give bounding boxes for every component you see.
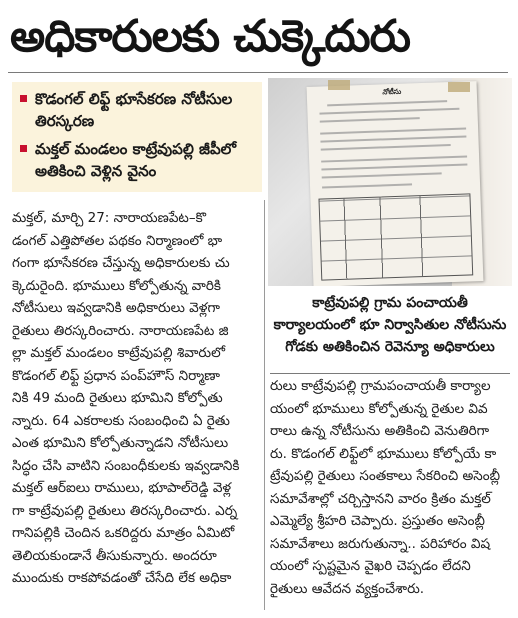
body-text-line: తెలియకుండానే తీసుకున్నారు. అందరూ — [12, 547, 217, 564]
notice-text-line — [319, 108, 459, 115]
notice-text-line — [322, 183, 412, 188]
notice-text-line — [327, 100, 447, 106]
tape — [328, 80, 350, 90]
notice-text-line — [321, 163, 467, 170]
body-text-line: సిద్ధం చేసి వాటిని సంబంధీకులకు ఇవ్వడానికి — [12, 457, 240, 474]
notice-text-line — [320, 135, 466, 142]
notice-text-line — [320, 117, 420, 122]
tape — [448, 82, 470, 92]
body-text-line: మక్తల్ ఆర్ఐలు రాములు, భూపాల్‌రెడ్డి వెళ్ల — [12, 480, 232, 496]
body-text-line: సమావేశాలు జరుగుతున్నా.. పరిహారం విష — [270, 535, 491, 552]
body-text-line: నికి 49 మంది రైతులు భూమిని కోల్పోతు — [12, 390, 223, 406]
body-text-line: రు. కొడంగల్ లిఫ్ట్‌లో భూములు కోల్పోయే కా — [270, 445, 497, 462]
body-text-line: న్నారు. 64 ఎకరాలకు సంబంధించి ఏ రైతు — [12, 412, 230, 429]
highlight-text: మక్తల్ మండలం కాట్రేవుపల్లి జీపీలో అతికించి వెళ్లిన వైనం — [35, 140, 237, 180]
body-column-right — [270, 375, 510, 600]
highlights-box — [12, 82, 262, 192]
notice-table — [318, 193, 473, 280]
body-column-left — [12, 207, 262, 590]
highlight-item — [18, 138, 256, 182]
body-text-line: కొడంగల్ లిఫ్ట్ ప్రధాన పంప్‌హౌస్ నిర్మాణా — [12, 367, 220, 384]
body-text-line: రైతులు తిరస్కరించారు. నారాయణపేట జి — [12, 322, 229, 339]
column-divider — [264, 200, 265, 610]
headline-rule — [8, 72, 508, 73]
photo-caption: కాట్రేవుపల్లి గ్రామ పంచాయతీ కార్యాలయంలో భూ నిర్వాసితుల నోటీసును గోడకు అతికించిన రెవెన్యూ అధికారులు — [273, 295, 507, 355]
caption-rule — [270, 373, 510, 374]
body-text-line: ముందుకు రాకపోవడంతో చేసేది లేక అధికా — [12, 570, 232, 586]
notice-text-line — [321, 155, 467, 162]
highlight-item — [18, 88, 256, 132]
body-text-line: యంలో భూములు కోల్పోతున్న రైతుల వివ — [270, 400, 488, 417]
notice-text-line — [322, 172, 442, 178]
notice-text-line — [320, 127, 466, 134]
body-text-line: రులు కాట్రేవుపల్లి గ్రామపంచాయతీ కార్యాల — [270, 378, 491, 394]
bullet-square-icon — [20, 95, 27, 102]
bullet-square-icon — [20, 145, 27, 152]
news-photo — [268, 78, 512, 286]
notice-text-line — [321, 144, 451, 151]
body-text-line: ల్లా మక్తల్ మండలం కాట్రేవుపల్లి శివారులో — [12, 345, 225, 361]
body-text-line: ఎంత భూమిని కోల్పోతున్నాడని నోటీసులు — [12, 435, 229, 451]
body-text-line: డంగల్ ఎత్తిపోతల పథకం నిర్మాణంలో భా — [12, 232, 223, 249]
body-text-line: రాలు ఉన్న నోటీసును అతికించి వెనుతిరిగా — [270, 423, 490, 439]
body-text-line: యంలో స్పష్టమైన వైఖరి చెప్పడం లేదని — [270, 558, 471, 574]
body-text-line: నోటీసులు ఇవ్వడానికి అధికారులు వెళ్లగా — [12, 300, 220, 316]
body-text-line: మక్తల్, మార్చి 27: నారాయణపేట–కొ — [12, 210, 207, 226]
body-text-line: గంగా భూసేకరణ చేస్తున్న అధికారులకు చు — [12, 255, 230, 271]
headline: అధికారులకు చుక్కెదురు — [10, 11, 410, 62]
notice-paper — [307, 81, 484, 286]
body-text-line: రైతులు ఆవేదన వ్యక్తంచేశారు. — [270, 580, 425, 597]
body-text-line: గా కాట్రేవుపల్లి రైతులు తిరస్కరించారు. ఎర్న — [12, 502, 238, 519]
body-text-line: ఎమ్మెల్యే శ్రీహరి చెప్పారు. ప్రస్తుతం అసెంబ్లీ — [270, 513, 485, 529]
body-text-line: ట్రేవుపల్లి రైతులు సంతకాలు సేకరించి అసెంబ్లీ — [270, 468, 500, 484]
notice-heading: నోటీసు — [382, 87, 402, 97]
body-text-line: గానిపల్లికి చెందిన ఒకరిద్దరు మాత్రం ఏమిటో — [12, 525, 235, 541]
body-text-line: సమావేశాల్లో చర్చిస్తానని వారం క్రితం మక్తల్ — [270, 490, 491, 507]
highlight-text: కొడంగల్ లిఫ్ట్ భూసేకరణ నోటీసుల తిరస్కరణ — [35, 90, 233, 130]
body-text-line: క్కెదురైంది. భూములు కోల్పోతున్న వారికి — [12, 277, 221, 294]
